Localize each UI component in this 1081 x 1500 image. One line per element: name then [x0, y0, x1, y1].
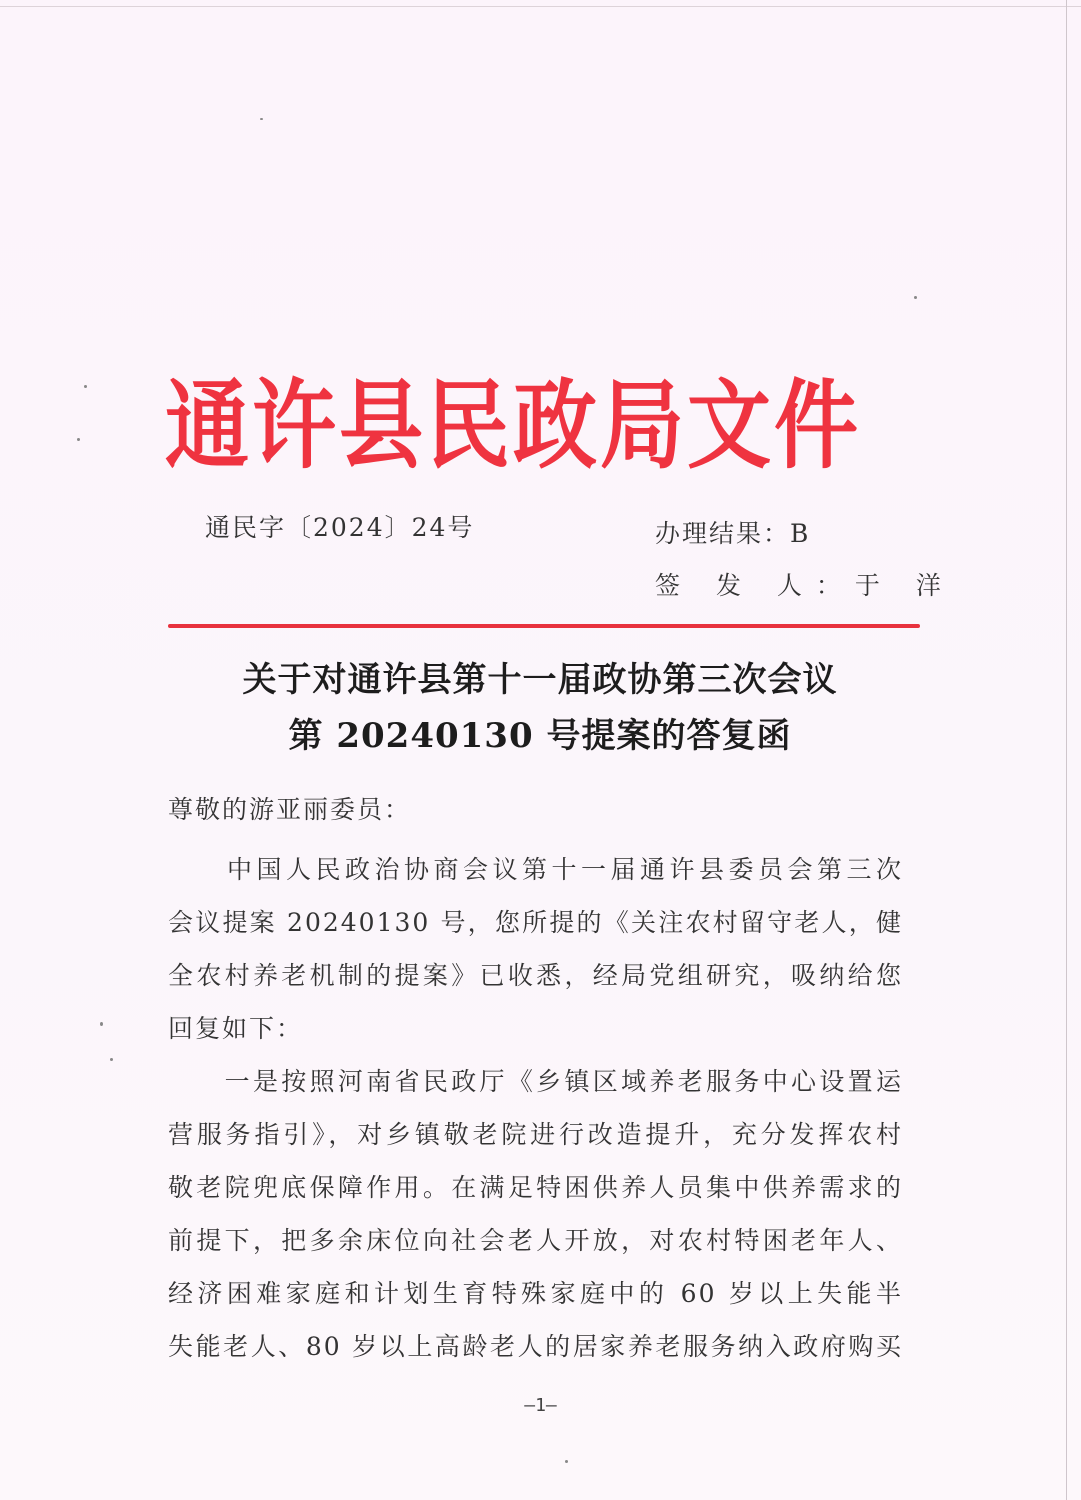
paragraph-line: 会议提案 20240130 号，您所提的《关注农村留守老人，健 — [168, 908, 903, 937]
scan-speck — [100, 1022, 103, 1026]
paragraph-line: 营服务指引》，对乡镇敬老院进行改造提升，充分发挥农村 — [168, 1120, 903, 1149]
paragraph-line: 全农村养老机制的提案》已收悉，经局党组研究，吸纳给您 — [168, 961, 903, 990]
paragraph-line: 敬老院兜底保障作用。在满足特困供养人员集中供养需求的 — [168, 1173, 903, 1202]
paper-edge-right — [1066, 0, 1067, 1500]
paragraph-line: 回复如下： — [168, 1014, 304, 1043]
paragraph-line: 失能老人、80 岁以上高龄老人的居家养老服务纳入政府购买 — [168, 1332, 903, 1361]
red-divider-line — [168, 624, 920, 628]
document-number: 通民字〔2024〕24号 — [205, 513, 475, 542]
paragraph-line: 中国人民政治协商会议第十一届通许县委员会第三次 — [168, 855, 903, 884]
signer: 签 发 人：于 洋 — [655, 571, 955, 600]
paragraph-line: 前提下，把多余床位向社会老人开放，对农村特困老年人、 — [168, 1226, 903, 1255]
scan-speck — [77, 438, 80, 441]
scan-speck — [565, 1460, 568, 1463]
handling-result: 办理结果：B — [655, 519, 811, 548]
paper-edge-top — [0, 6, 1081, 7]
page-number: —1— — [524, 1395, 557, 1416]
paragraph-line: 经济困难家庭和计划生育特殊家庭中的 60 岁以上失能半 — [168, 1279, 903, 1308]
red-header-title: 通许县民政局文件 — [165, 368, 862, 482]
paragraph-1 — [168, 843, 903, 1055]
paragraph-2 — [168, 1055, 903, 1373]
subject-line-1: 关于对通许县第十一届政协第三次会议 — [242, 660, 838, 700]
paragraph-line: 一是按照河南省民政厅《乡镇区域养老服务中心设置运 — [168, 1067, 903, 1096]
scan-speck — [914, 296, 917, 299]
scan-speck — [84, 385, 87, 388]
scan-speck — [260, 118, 263, 120]
subject-line-2: 第 20240130 号提案的答复函 — [288, 716, 792, 756]
salutation: 尊敬的游亚丽委员： — [168, 795, 412, 824]
scan-speck — [110, 1058, 113, 1061]
